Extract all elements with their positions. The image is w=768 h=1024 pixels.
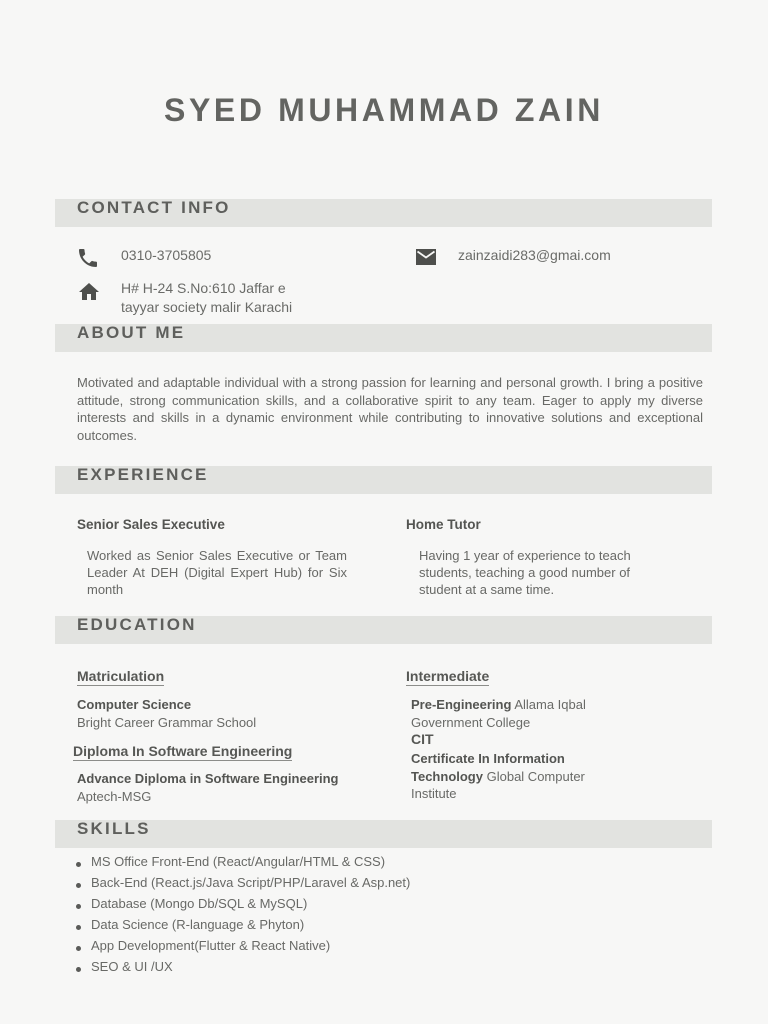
email-address[interactable]: zainzaidi283@gmai.com: [458, 247, 611, 263]
about-text: Motivated and adaptable individual with a strong passion for learning and personal growth. I bring a positive attitude, strong communication skills, and a collaborative spirit to any team. Eager to apply my diverse interests and skills in a dynamic environment while contributing to innovative solutions and exceptional outcomes.: [77, 375, 703, 443]
list-item: SEO & UI /UX: [76, 958, 410, 979]
address-line-1: H# H-24 S.No:610 Jaffar e: [121, 280, 286, 296]
list-item: Database (Mongo Db/SQL & MySQL): [76, 895, 410, 916]
bullet-icon: [76, 904, 81, 909]
education-matric-subject: Computer Science: [77, 697, 192, 712]
education-matric-block: [77, 696, 256, 731]
section-title-skills: SKILLS: [77, 819, 151, 838]
education-cit-subject-1: Certificate In Information: [411, 751, 565, 766]
bullet-icon: [76, 967, 81, 972]
experience-desc-1: Worked as Senior Sales Executive or Team Leader At DEH (Digital Expert Hub) for Six month: [87, 548, 347, 597]
section-band-contact: [55, 199, 712, 227]
bullet-icon: [76, 883, 81, 888]
section-band-education: [55, 616, 712, 644]
education-diploma-school: Aptech-MSG: [77, 788, 152, 804]
education-heading-intermediate: Intermediate: [406, 668, 490, 684]
experience-title-2: Home Tutor: [406, 517, 481, 532]
address-line-2: tayyar society malir Karachi: [121, 299, 293, 315]
education-heading-cit: CIT: [411, 731, 434, 747]
education-inter-school-2: Government College: [411, 714, 531, 730]
experience-title-1: Senior Sales Executive: [77, 517, 225, 532]
education-diploma-block: [77, 770, 339, 805]
education-heading-matriculation: Matriculation: [77, 668, 165, 684]
address: [121, 279, 292, 317]
education-cit-subject-2: Technology: [411, 768, 483, 784]
bullet-icon: [76, 862, 81, 867]
education-matric-school: Bright Career Grammar School: [77, 714, 257, 730]
skills-list: [76, 853, 410, 979]
education-inter-subject: Pre-Engineering: [411, 697, 512, 712]
education-cit-school-2: Institute: [411, 786, 457, 801]
candidate-name: SYED MUHAMMAD ZAIN: [164, 92, 604, 128]
section-title-contact: CONTACT INFO: [77, 198, 231, 217]
bullet-icon: [76, 925, 81, 930]
section-title-education: EDUCATION: [77, 615, 197, 634]
section-title-about: ABOUT ME: [77, 323, 186, 342]
section-band-experience: [55, 466, 712, 494]
education-inter-block: [411, 696, 586, 731]
list-item: App Development(Flutter & React Native): [76, 937, 410, 958]
section-band-skills: [55, 820, 712, 848]
section-band-about: [55, 324, 712, 352]
experience-desc-2: Having 1 year of experience to teach students, teaching a good number of student at a same time.: [419, 548, 631, 597]
education-cit-school-1: Global Computer: [486, 768, 585, 784]
list-item: MS Office Front-End (React/Angular/HTML & CSS): [76, 853, 410, 874]
education-cit-block: [411, 750, 585, 803]
education-heading-diploma: Diploma In Software Engineering: [73, 743, 293, 759]
list-item: Data Science (R-language & Phyton): [76, 916, 410, 937]
section-title-experience: EXPERIENCE: [77, 465, 209, 484]
education-inter-school-1: Allama Iqbal: [514, 697, 586, 712]
phone-icon: [76, 246, 100, 270]
email-icon: [414, 245, 438, 269]
education-diploma-subject: Advance Diploma in Software Engineering: [77, 771, 339, 786]
list-item: Back-End (React.js/Java Script/PHP/Laravel & Asp.net): [76, 874, 410, 895]
bullet-icon: [76, 946, 81, 951]
home-icon: [77, 280, 101, 304]
phone-number: 0310-3705805: [121, 247, 212, 263]
